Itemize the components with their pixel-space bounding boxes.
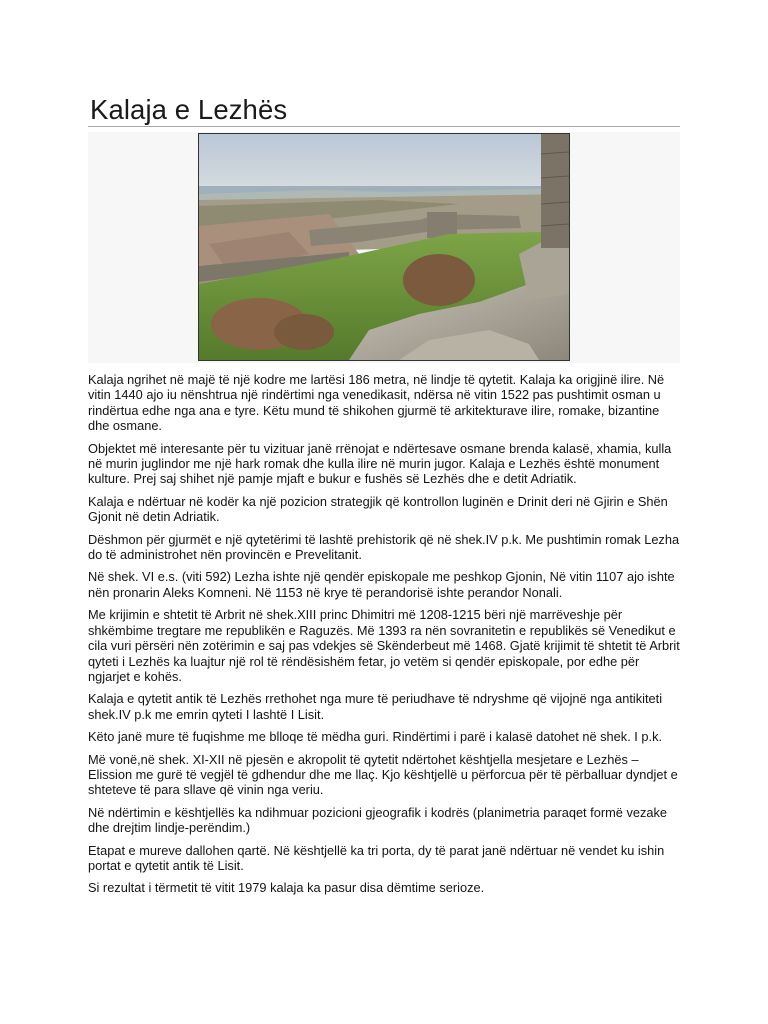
paragraph: Kalaja e ndërtuar në kodër ka një pozicion strategjik që kontrollon luginën e Drinit deri në Gjirin e Shën Gjonit në detin Adriatik. bbox=[88, 493, 668, 525]
paragraph: Si rezultat i tërmetit të vitit 1979 kalaja ka pasur disa dëmtime serioze. bbox=[88, 880, 485, 896]
paragraph: Kalaja e qytetit antik të Lezhës rrethohet nga mure të periudhave të ndryshme që vijojnë nga antikiteti shek.IV p.k me emrin qyteti I lashtë I Lisit. bbox=[88, 691, 663, 722]
paragraph: Objektet më interesante për tu vizituar janë rrënojat e ndërtesave osmane brenda kalasë, xhamia, kulla në murin juglindor me një hark romak dhe kulla ilire në murin jugor. Kalaja e Lezhës është monument kulture. Prej saj shihet një pamje mjaft e bukur e fushës së Lezhës dhe e detit Adriatik. bbox=[88, 440, 672, 487]
paragraph: Në ndërtimin e kështjellës ka ndihmuar pozicioni gjeografik i kodrës (planimetria paraqet formë vezake dhe drejtim lindje-perëndim.) bbox=[88, 804, 667, 836]
article-body bbox=[88, 372, 680, 896]
paragraph: Më vonë,në shek. XI-XII në pjesën e akropolit të qytetit ndërtohet kështjella mesjetare e Lezhës – Elission me gurë të vegjël të gdhendur dhe me llaç. Kjo kështjellë u përforcua për të përballuar dyndjet e shteteve të para sllave që vinin nga veriu. bbox=[88, 751, 678, 798]
paragraph: Këto janë mure të fuqishme me blloqe të mëdha guri. Rindërtimi i parë i kalasë datohet në shek. I p.k. bbox=[88, 729, 663, 745]
document-page bbox=[88, 0, 680, 903]
title-divider bbox=[88, 126, 680, 127]
page-title: Kalaja e Lezhës bbox=[90, 94, 288, 125]
castle-landscape-illustration bbox=[199, 134, 569, 360]
paragraph: Në shek. VI e.s. (viti 592) Lezha ishte një qendër episkopale me peshkop Gjonin, Në vitin 1107 ajo ishte nën pronarin Aleks Komneni. Në 1153 në krye të perandorisë ishte perandor Nonali. bbox=[88, 569, 675, 600]
paragraph: Me krijimin e shtetit të Arbrit në shek.XIII princ Dhimitri më 1208-1215 bëri një marrëveshje për shkëmbime tregtare me republikën e Raguzës. Më 1393 ra nën sovranitetin e republikës së Venedikut e cila vuri përsëri nën zotërimin e saj pas vdekjes së Skënderbeut më 1468. Gjatë krijimit të shtetit të Arbrit qyteti i Lezhës ka luajtur një rol të rëndësishëm fetar, jo vetëm si qendër episkopale, por edhe për ngjarjet e kohës. bbox=[88, 607, 680, 684]
paragraph: Kalaja ngrihet në majë të një kodre me lartësi 186 metra, në lindje të qytetit. Kalaja ka origjinë ilire. Në vitin 1440 ajo iu nënshtrua një rindërtimi nga venedikasit, ndërsa në vitin 1522 pas pushtimit osman u rindërtua edhe nga ana e tyre. Këtu mund të shikohen gjurmë të arkitekturave ilire, romake, bizantine dhe osmane. bbox=[88, 372, 665, 434]
paragraph: Dëshmon për gjurmët e një qytetërimi të lashtë prehistorik që në shek.IV p.k. Me pushtimin romak Lezha do të administrohet nën provincën e Prevelitanit. bbox=[88, 531, 680, 563]
castle-photo bbox=[198, 133, 570, 361]
figure-container bbox=[88, 132, 680, 363]
paragraph: Etapat e mureve dallohen qartë. Në kështjellë ka tri porta, dy të parat janë ndërtuar në vendet ku ishin portat e qytetit antik të Lisit. bbox=[88, 842, 665, 873]
